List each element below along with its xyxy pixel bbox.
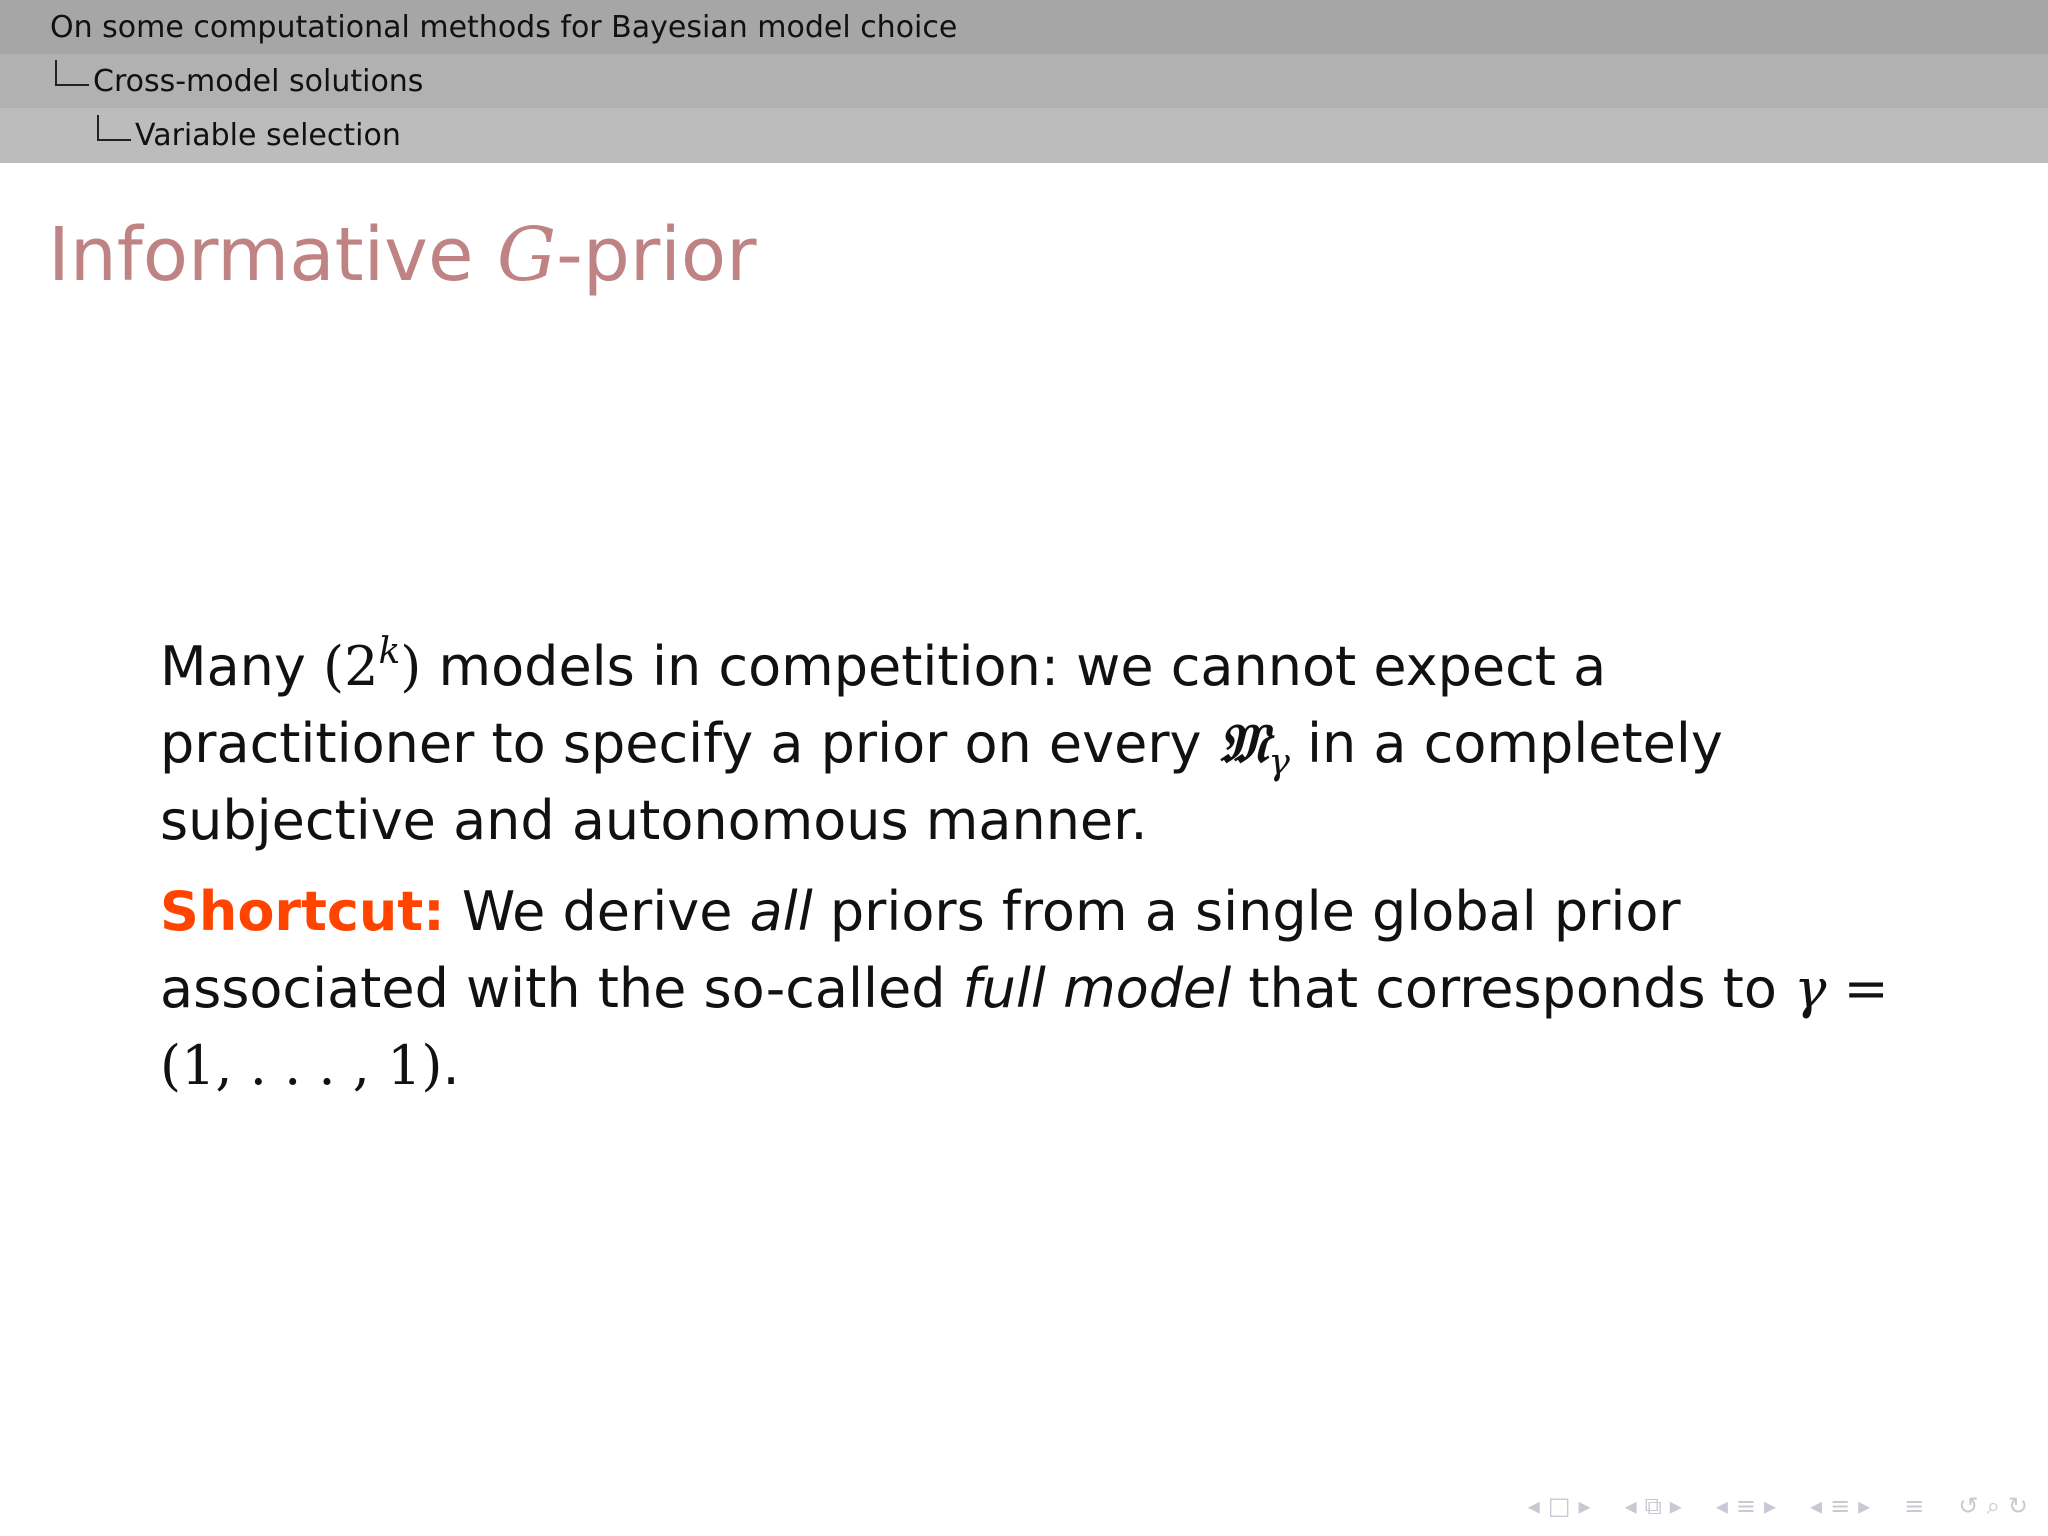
paragraph-models: Many (2$^k$) models in competition: we cannot expect a practitioner to specify a prior on every 𝔐$_\gamma$ in a completely subjective and autonomous manner. xyxy=(160,631,1723,852)
triangle-left-icon[interactable]: ◂ xyxy=(1715,1492,1728,1520)
triangle-left-icon[interactable]: ◂ xyxy=(1810,1492,1823,1520)
paragraph-shortcut: Shortcut: We derive all priors from a single global prior associated with the so-called full model that corresponds to γ = (1, . . . , 1). xyxy=(160,880,1889,1097)
beamer-nav-bar xyxy=(1528,1490,2028,1522)
triangle-right-icon[interactable]: ▸ xyxy=(1578,1492,1591,1520)
model-symbol: 𝔐 xyxy=(1218,711,1269,775)
frame-title: Informative G-prior xyxy=(48,212,757,298)
section-title[interactable]: Cross-model solutions xyxy=(93,63,424,99)
toc-icon[interactable]: ≡ xyxy=(1904,1492,1925,1520)
header-title-row xyxy=(0,0,2048,54)
search-icon[interactable]: ⌕ xyxy=(1986,1492,2000,1520)
triangle-right-icon[interactable]: ▸ xyxy=(1858,1492,1871,1520)
shortcut-label: Shortcut: xyxy=(160,880,445,943)
subsection-title[interactable]: Variable selection xyxy=(135,118,401,153)
triangle-right-icon[interactable]: ▸ xyxy=(1669,1492,1682,1520)
section-icon[interactable]: ≡ xyxy=(1735,1492,1756,1520)
subsection-icon[interactable]: ≡ xyxy=(1830,1492,1851,1520)
tree-elbow-icon xyxy=(55,60,89,86)
triangle-left-icon[interactable]: ◂ xyxy=(1624,1492,1637,1520)
search-back-icon[interactable]: ↺ xyxy=(1958,1492,1979,1520)
tree-elbow-icon xyxy=(97,115,131,141)
header-subsection-row xyxy=(0,108,2048,163)
presentation-title[interactable]: On some computational methods for Bayesian model choice xyxy=(50,9,958,45)
triangle-left-icon[interactable]: ◂ xyxy=(1527,1492,1540,1520)
triangle-right-icon[interactable]: ▸ xyxy=(1763,1492,1777,1520)
search-forward-icon[interactable]: ↻ xyxy=(2007,1492,2028,1520)
slide-body xyxy=(160,628,1920,1118)
header-section-row xyxy=(0,54,2048,108)
slides-icon[interactable]: ⧉ xyxy=(1644,1492,1662,1520)
frame-icon[interactable]: □ xyxy=(1547,1492,1571,1520)
